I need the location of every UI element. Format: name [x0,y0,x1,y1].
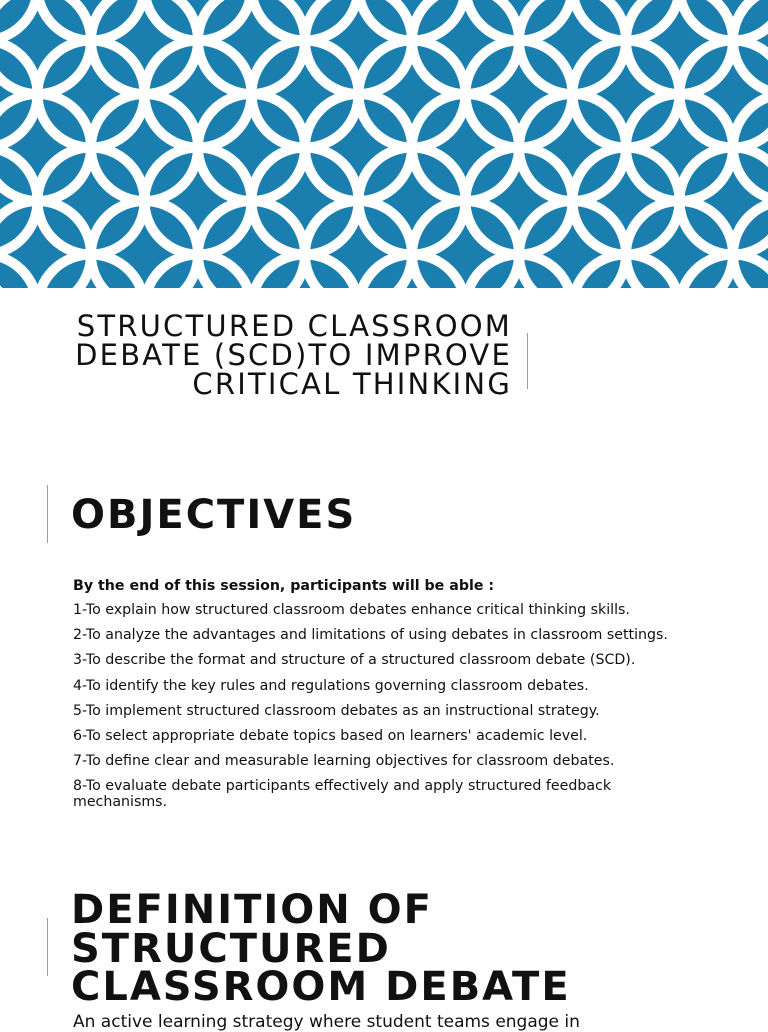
definition-accent-bar [47,918,48,976]
objective-item: 6-To select appropriate debate topics based on learners' academic level. [73,727,588,744]
title-line-3: CRITICAL THINKING [192,367,512,401]
definition-heading-line-3: CLASSROOM DEBATE [71,964,571,1010]
objective-item: 3-To describe the format and structure of a structured classroom debate (SCD). [73,652,636,669]
definition-heading [71,887,571,1010]
objectives-intro: By the end of this session, participants will be able : [73,578,495,594]
title-line-2: DEBATE (SCD)TO IMPROVE [75,338,512,372]
definition-heading-line-2: STRUCTURED [71,925,391,972]
objective-item: 1-To explain how structured classroom debates enhance critical thinking skills. [73,602,630,618]
title-line-1: STRUCTURED CLASSROOM [76,309,512,343]
definition-heading-line-1: DEFINITION OF [71,887,433,933]
objective-item: 2-To analyze the advantages and limitations of using debates in classroom settings. [73,627,668,644]
title-accent-bar [527,333,528,389]
objective-item: 4-To identify the key rules and regulations governing classroom debates. [73,677,589,694]
objectives-accent-bar [47,485,48,543]
objective-item: 7-To define clear and measurable learning objectives for classroom debates. [73,753,615,770]
objectives-heading: OBJECTIVES [71,492,357,538]
objective-item: 5-To implement structured classroom debates as an instructional strategy. [73,702,600,719]
objectives-list [73,603,673,820]
slide-title [0,309,512,401]
definition-body: An active learning strategy where student teams engage in [73,1012,580,1032]
circle-pattern [0,0,768,288]
objective-item: 8-To evaluate debate participants effectively and apply structured feedback mechanisms. [73,778,612,810]
slide-banner [0,0,768,288]
